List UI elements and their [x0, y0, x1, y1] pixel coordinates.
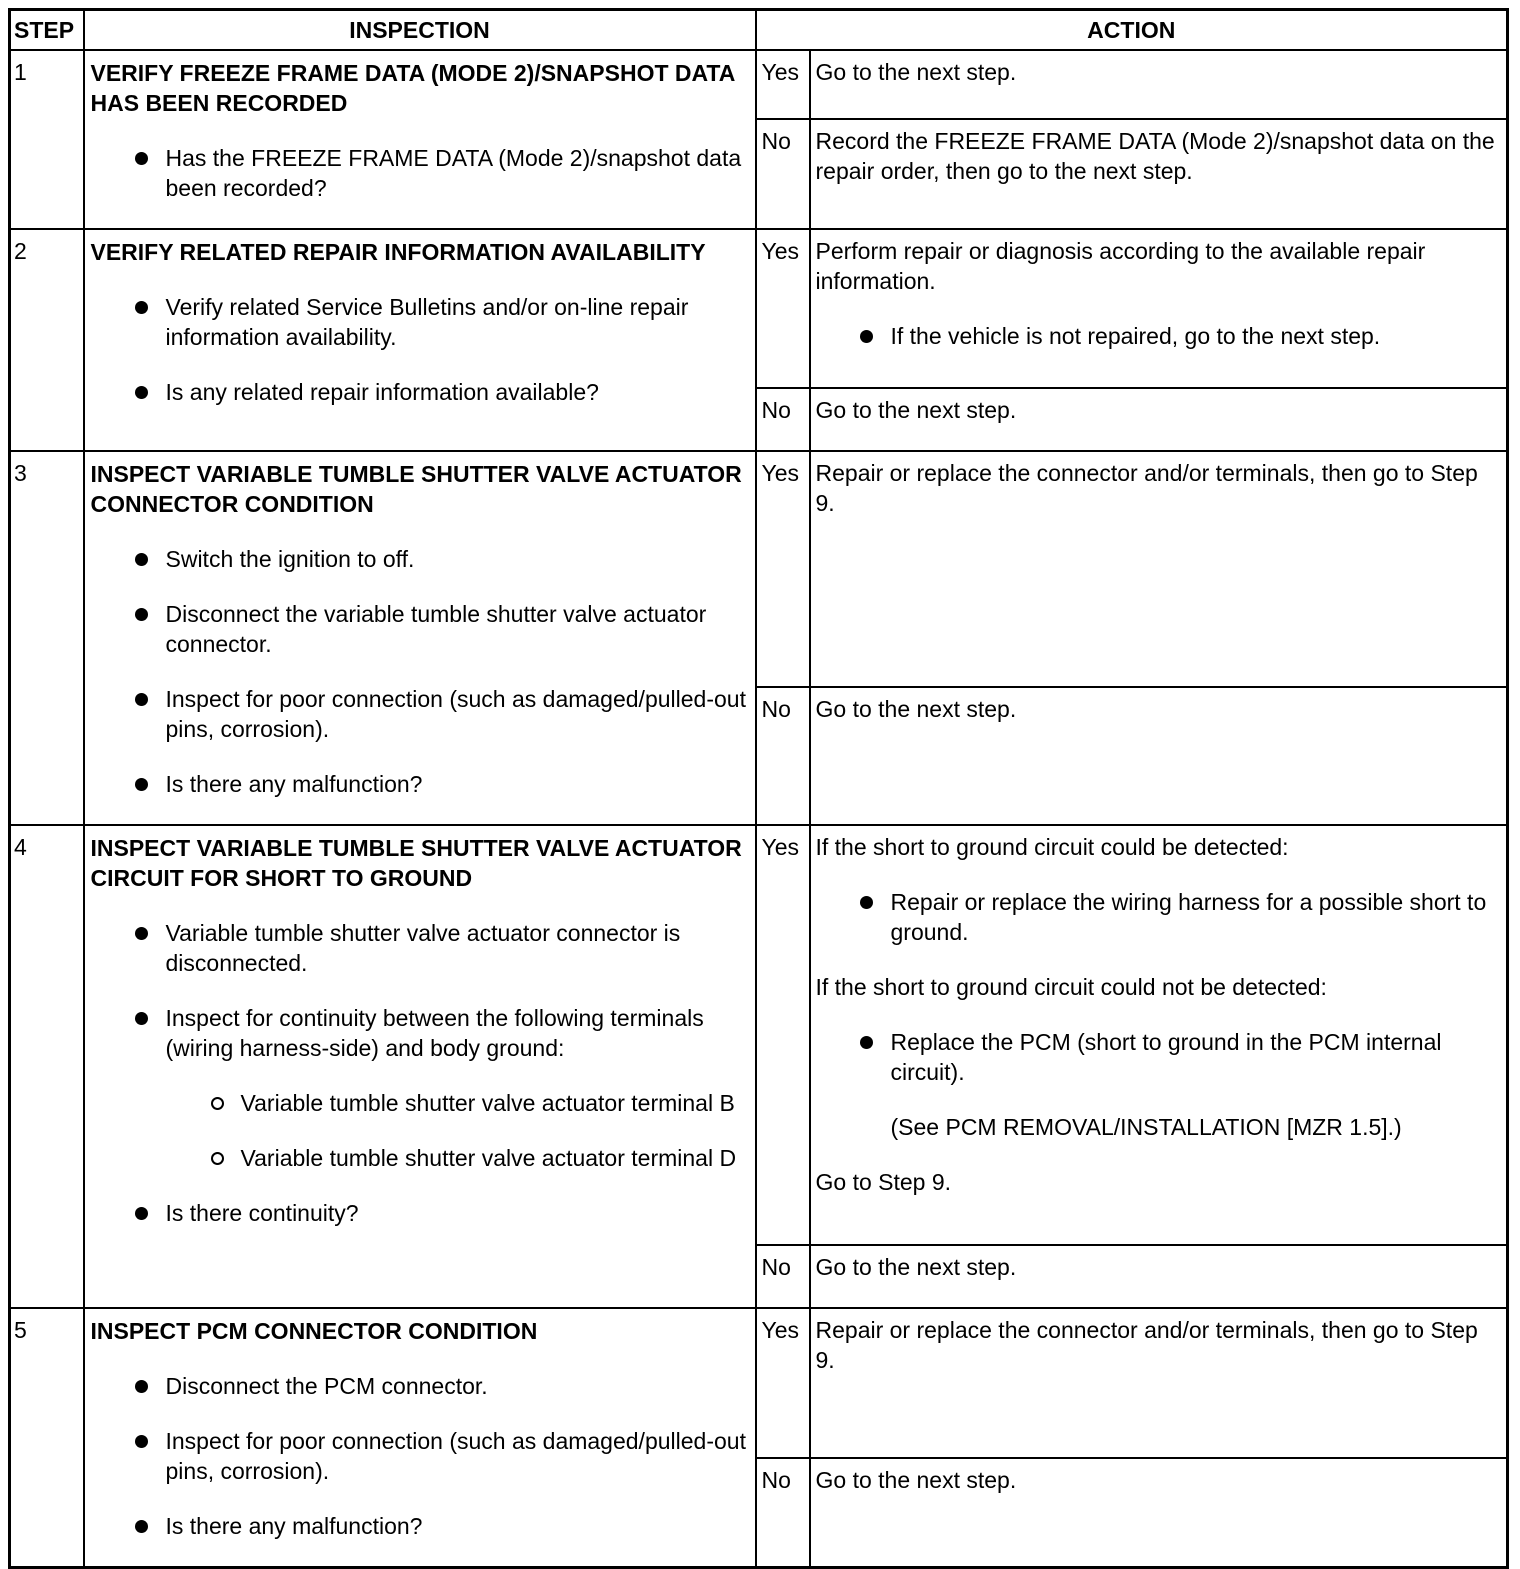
- step-2-yes-row: [10, 229, 1508, 388]
- step-3-inspection: [84, 451, 756, 825]
- step-1-yes-action: [810, 50, 1508, 119]
- step-2-no-text: Go to the next step.: [815, 397, 1017, 423]
- step-3-item-1: Switch the ignition to off.: [91, 544, 749, 574]
- step-4-no-text: Go to the next step.: [815, 1254, 1017, 1280]
- step-5-no-text: Go to the next step.: [815, 1467, 1017, 1493]
- step-3-yes-text: Repair or replace the connector and/or terminals, then go to Step 9.: [815, 460, 1478, 516]
- action-column-header: ACTION: [756, 10, 1508, 51]
- step-2-item-1: Verify related Service Bulletins and/or on-line repair information availability.: [91, 292, 749, 352]
- step-1-no-text: Record the FREEZE FRAME DATA (Mode 2)/snapshot data on the repair order, then go to the next step.: [815, 128, 1495, 185]
- step-4-yes-bullet-1: Repair or replace the wiring harness for a possible short to ground.: [816, 887, 1503, 947]
- step-1-item-1: Has the FREEZE FRAME DATA (Mode 2)/snapshot data been recorded?: [91, 143, 749, 203]
- step-4-subitem-1: Variable tumble shutter valve actuator terminal B: [91, 1088, 749, 1118]
- step-1-yes-label: Yes: [756, 50, 810, 119]
- step-1-number: 1: [10, 50, 84, 229]
- step-5-item-3: Is there any malfunction?: [91, 1511, 749, 1541]
- step-4-subitem-2: Variable tumble shutter valve actuator terminal D: [91, 1143, 749, 1173]
- step-5-no-action: [810, 1458, 1508, 1568]
- step-3-item-4: Is there any malfunction?: [91, 769, 749, 799]
- step-3-item-3: Inspect for poor connection (such as damaged/pulled-out pins, corrosion).: [91, 684, 749, 744]
- table-header-row: [10, 10, 1508, 51]
- step-5-item-1: Disconnect the PCM connector.: [91, 1371, 749, 1401]
- step-4-inspection: [84, 825, 756, 1308]
- step-1-no-label: No: [756, 119, 810, 229]
- step-2-yes-action: [810, 229, 1508, 388]
- step-4-yes-row: [10, 825, 1508, 1245]
- step-1-title: VERIFY FREEZE FRAME DATA (MODE 2)/SNAPSHOT DATA HAS BEEN RECORDED: [90, 60, 735, 116]
- step-3-no-text: Go to the next step.: [815, 696, 1017, 723]
- step-3-yes-row: [10, 451, 1508, 687]
- step-4-no-action: [810, 1245, 1508, 1308]
- step-2-number: 2: [10, 229, 84, 451]
- step-4-yes-label: Yes: [756, 825, 810, 1245]
- step-4-number: 4: [10, 825, 84, 1308]
- step-3-number: 3: [10, 451, 84, 825]
- step-4-no-label: No: [756, 1245, 810, 1308]
- step-5-inspection: [84, 1308, 756, 1568]
- step-4-yes-text-2: If the short to ground circuit could not be detected:: [815, 974, 1327, 1000]
- step-2-no-label: No: [756, 388, 810, 451]
- step-4-yes-text-1: If the short to ground circuit could be detected:: [815, 834, 1289, 860]
- step-4-yes-bullet-2: Replace the PCM (short to ground in the PCM internal circuit).: [816, 1027, 1503, 1087]
- step-4-item-3: Is there continuity?: [91, 1198, 749, 1228]
- step-column-header: STEP: [10, 10, 84, 51]
- step-4-item-1: Variable tumble shutter valve actuator connector is disconnected.: [91, 918, 749, 978]
- step-5-yes-text: Repair or replace the connector and/or terminals, then go to Step 9.: [815, 1317, 1478, 1373]
- step-5-no-label: No: [756, 1458, 810, 1568]
- step-2-yes-label: Yes: [756, 229, 810, 388]
- step-5-yes-label: Yes: [756, 1308, 810, 1458]
- step-3-no-action: [810, 687, 1508, 825]
- step-4-yes-action: [810, 825, 1508, 1245]
- step-5-title: INSPECT PCM CONNECTOR CONDITION: [90, 1318, 538, 1344]
- step-5-yes-row: [10, 1308, 1508, 1458]
- step-3-yes-label: Yes: [756, 451, 810, 687]
- step-4-item-2: Inspect for continuity between the following terminals (wiring harness-side) and body ground:: [91, 1003, 749, 1063]
- step-2-no-action: [810, 388, 1508, 451]
- step-5-item-2: Inspect for poor connection (such as damaged/pulled-out pins, corrosion).: [91, 1426, 749, 1486]
- step-5-number: 5: [10, 1308, 84, 1568]
- step-2-title: VERIFY RELATED REPAIR INFORMATION AVAILABILITY: [90, 239, 706, 265]
- step-4-title: INSPECT VARIABLE TUMBLE SHUTTER VALVE ACTUATOR CIRCUIT FOR SHORT TO GROUND: [90, 835, 742, 891]
- step-3-no-label: No: [756, 687, 810, 825]
- step-3-title: INSPECT VARIABLE TUMBLE SHUTTER VALVE ACTUATOR CONNECTOR CONDITION: [90, 461, 742, 517]
- step-4-yes-note: (See PCM REMOVAL/INSTALLATION [MZR 1.5].): [890, 1114, 1402, 1140]
- step-1-yes-row: [10, 50, 1508, 119]
- step-1-yes-text: Go to the next step.: [815, 59, 1017, 85]
- step-4-yes-text-3: Go to Step 9.: [815, 1169, 952, 1195]
- step-1-no-action: [810, 119, 1508, 229]
- step-3-item-2: Disconnect the variable tumble shutter valve actuator connector.: [91, 599, 749, 659]
- step-5-yes-action: [810, 1308, 1508, 1458]
- diagnostic-procedure-table: [8, 8, 1509, 1569]
- step-1-inspection: [84, 50, 756, 229]
- step-2-item-2: Is any related repair information available?: [91, 377, 749, 407]
- step-2-yes-text: Perform repair or diagnosis according to the available repair information.: [815, 238, 1426, 294]
- step-2-yes-bullet: If the vehicle is not repaired, go to the next step.: [816, 321, 1503, 351]
- step-3-yes-action: [810, 451, 1508, 687]
- inspection-column-header: INSPECTION: [84, 10, 756, 51]
- step-2-inspection: [84, 229, 756, 451]
